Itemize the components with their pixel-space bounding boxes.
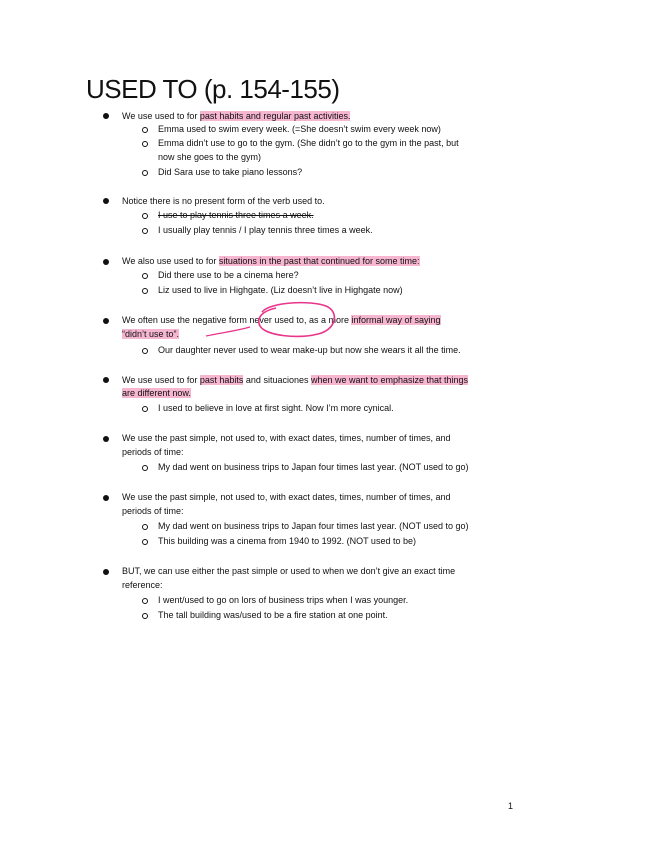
text-run: We use used to for	[122, 111, 200, 121]
bullet	[103, 436, 109, 442]
sub-bullet	[142, 613, 148, 619]
sub-bullet	[142, 228, 148, 234]
list-item: Emma didn’t use to go to the gym. (She didn’t go to the gym in the past, but	[158, 138, 459, 148]
list-item: The tall building was/used to be a fire station at one point.	[158, 610, 388, 620]
list-item: Liz used to live in Highgate. (Liz doesn’t live in Highgate now)	[158, 285, 403, 295]
circled-phrase: never used to	[249, 315, 304, 325]
sub-bullet	[142, 273, 148, 279]
text-run: We use used to for	[122, 375, 200, 385]
section-7-text-line2: periods of time:	[122, 506, 184, 516]
highlight: when we want to emphasize that things	[310, 375, 469, 385]
section-8-text-line2: reference:	[122, 580, 163, 590]
sub-bullet	[142, 141, 148, 147]
bullet	[103, 259, 109, 265]
sub-bullet	[142, 170, 148, 176]
sub-bullet	[142, 213, 148, 219]
list-item: Did Sara use to take piano lessons?	[158, 167, 303, 177]
section-6-text-line2: periods of time:	[122, 447, 184, 457]
section-8-text: BUT, we can use either the past simple or used to when we don’t give an exact time	[122, 566, 456, 576]
highlight: past habits and regular past activities.	[199, 111, 351, 121]
bullet	[103, 318, 109, 324]
list-item: Emma used to swim every week. (=She doesn’t swim every week now)	[158, 124, 441, 134]
list-item: I went/used to go on lors of business trips when I was younger.	[158, 595, 409, 605]
highlight: situations in the past that continued for some time:	[218, 256, 420, 266]
sub-bullet	[142, 524, 148, 530]
sub-bullet	[142, 598, 148, 604]
page-title: USED TO (p. 154-155)	[86, 74, 340, 104]
bullet	[103, 377, 109, 383]
section-4-text	[122, 313, 441, 327]
bullet	[103, 113, 109, 119]
page-number: 1	[508, 801, 514, 811]
list-item: My dad went on business trips to Japan four times last year. (NOT used to go)	[158, 521, 469, 531]
section-6-text: We use the past simple, not used to, with exact dates, times, number of times, and	[122, 433, 451, 443]
section-3-text	[122, 254, 420, 268]
highlight: past habits	[199, 375, 244, 385]
list-item-struck: I use to play tennis three times a week.	[158, 210, 314, 220]
section-1-text	[122, 109, 350, 123]
sub-bullet	[142, 406, 148, 412]
bullet	[103, 495, 109, 501]
text-run: and situaciones	[243, 375, 311, 385]
bullet	[103, 569, 109, 575]
sub-bullet	[142, 465, 148, 471]
bullet	[103, 198, 109, 204]
list-item: My dad went on business trips to Japan four times last year. (NOT used to go)	[158, 462, 469, 472]
list-item: Our daughter never used to wear make-up but now she wears it all the time.	[158, 345, 461, 355]
text-run: , as a more	[303, 315, 352, 325]
section-5-text-line2	[122, 386, 191, 400]
section-5-text	[122, 373, 468, 387]
highlight: “didn’t use to”.	[122, 329, 180, 339]
underline-stroke	[206, 327, 250, 336]
text-run: We often use the negative form	[122, 315, 250, 325]
sub-bullet	[142, 348, 148, 354]
highlight: informal way of saying	[351, 315, 441, 325]
highlight: are different now.	[122, 388, 191, 398]
text-run: We also use used to for	[122, 256, 219, 266]
list-item: I used to believe in love at first sight. Now I’m more cynical.	[158, 403, 394, 413]
section-2-text: Notice there is no present form of the verb used to.	[122, 196, 325, 206]
list-item: Did there use to be a cinema here?	[158, 270, 299, 280]
sub-bullet	[142, 127, 148, 133]
list-item: This building was a cinema from 1940 to 1992. (NOT used to be)	[158, 536, 416, 546]
list-item: I usually play tennis / I play tennis three times a week.	[158, 225, 373, 235]
section-4-text-line2	[122, 327, 179, 341]
list-item-continuation: now she goes to the gym)	[158, 152, 262, 162]
sub-bullet	[142, 539, 148, 545]
section-7-text: We use the past simple, not used to, with exact dates, times, number of times, and	[122, 492, 451, 502]
sub-bullet	[142, 288, 148, 294]
